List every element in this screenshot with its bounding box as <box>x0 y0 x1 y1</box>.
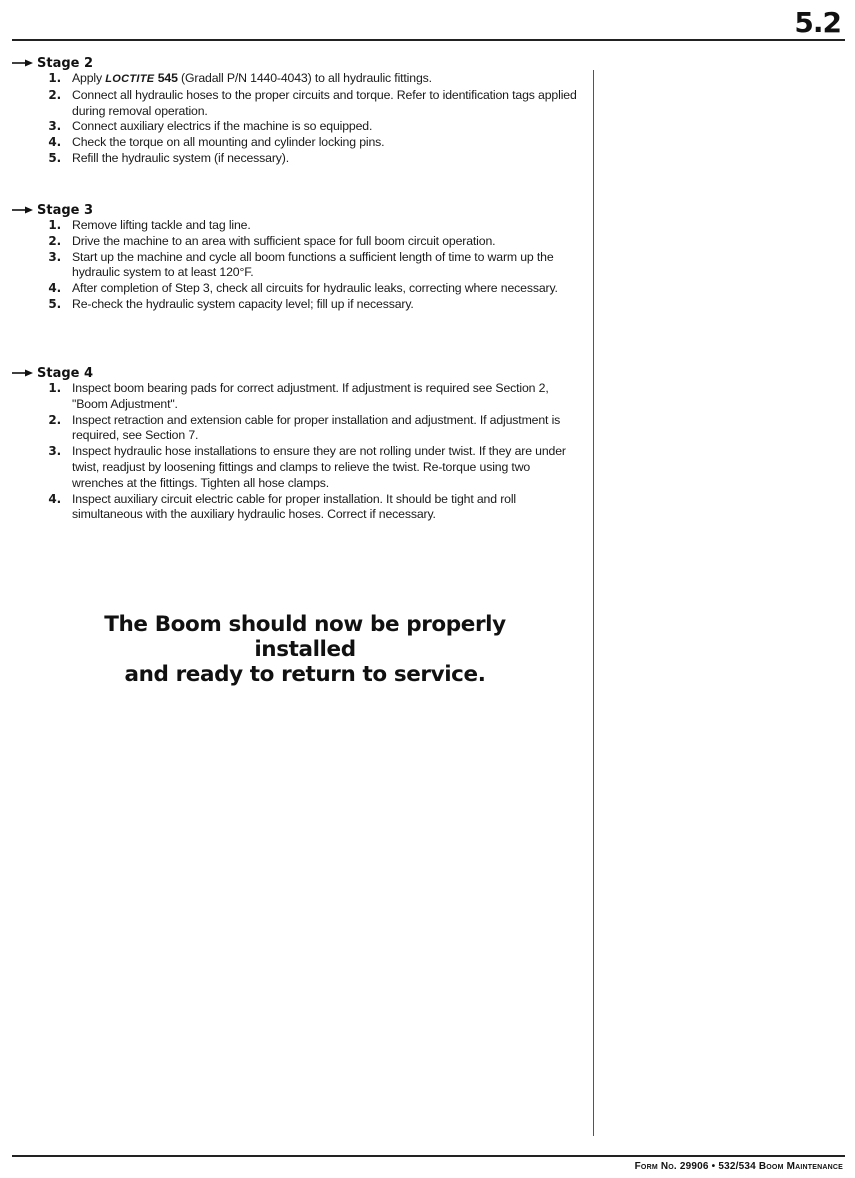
section-number: 5.2 <box>794 6 841 39</box>
step-text: Connect auxiliary electrics if the machine is so equipped. <box>72 119 373 134</box>
step-text: Remove lifting tackle and tag line. <box>72 218 251 232</box>
step-number: 1. <box>48 218 61 232</box>
column-divider <box>593 70 594 1136</box>
closing-statement <box>60 612 550 687</box>
step-number: 2. <box>48 233 61 248</box>
step-text: Inspect auxiliary circuit electric cable for proper installation. It should be tight and roll simultaneous with the auxiliary hydraulic hoses. Correct if necessary. <box>72 491 516 522</box>
list-item <box>12 218 582 234</box>
step-text-part: (Gradall P/N 1440-4043) to all hydraulic fittings. <box>177 71 432 85</box>
stage-3-title: Stage 3 <box>37 202 94 218</box>
list-item <box>12 234 582 250</box>
list-item <box>12 88 582 120</box>
stage-4-title: Stage 4 <box>37 365 94 381</box>
closing-line-2: and ready to return to service. <box>124 662 486 687</box>
step-text: Refill the hydraulic system (if necessary). <box>72 150 290 165</box>
loctite-brand-mark: LOCTITE <box>105 73 155 85</box>
list-item <box>12 71 582 88</box>
step-number: 2. <box>48 87 61 102</box>
step-number: 3. <box>48 119 61 134</box>
step-number: 5. <box>48 296 61 311</box>
list-item <box>12 135 582 151</box>
step-text: Inspect retraction and extension cable for proper installation and adjustment. If adjustment is required, see Section 7. <box>72 412 561 443</box>
arrow-right-icon <box>12 368 37 378</box>
list-item <box>12 250 582 282</box>
list-item <box>12 381 582 413</box>
step-text: After completion of Step 3, check all circuits for hydraulic leaks, correcting where necessary. <box>72 281 558 296</box>
step-text <box>72 71 582 88</box>
stage-4-heading <box>12 365 582 381</box>
list-item <box>12 281 582 297</box>
product-code: 545 <box>154 71 178 85</box>
step-number: 2. <box>48 412 61 427</box>
stage-2-title: Stage 2 <box>37 55 94 71</box>
list-item <box>12 297 582 313</box>
step-number: 4. <box>48 135 61 150</box>
stage-4 <box>12 365 582 523</box>
step-text: Inspect boom bearing pads for correct adjustment. If adjustment is required see Section 2, "Boom Adjustment". <box>72 381 549 411</box>
step-number: 4. <box>48 281 61 296</box>
list-item <box>12 151 582 167</box>
arrow-right-icon <box>12 205 37 215</box>
stage-3-heading <box>12 202 582 218</box>
step-number: 1. <box>48 381 61 395</box>
arrow-right-icon <box>12 58 37 68</box>
step-text: Start up the machine and cycle all boom functions a sufficient length of time to warm up the hydraulic system to at least 120°F. <box>72 249 554 280</box>
step-text: Check the torque on all mounting and cylinder locking pins. <box>72 135 385 150</box>
step-text: Inspect hydraulic hose installations to ensure they are not rolling under twist. If they are under twist, readjust by loosening fittings and clamps to relieve the twist. Re-torque using two wrenches at the fittings. Tighten all hose clamps. <box>72 444 566 490</box>
closing-line-1: The Boom should now be properly installed <box>104 612 506 662</box>
step-number: 5. <box>48 150 61 165</box>
list-item <box>12 413 582 445</box>
list-item <box>12 119 582 135</box>
step-text: Connect all hydraulic hoses to the proper circuits and torque. Refer to identification tags applied during removal operation. <box>72 87 577 118</box>
stage-3 <box>12 202 582 313</box>
stage-2 <box>12 55 582 167</box>
step-text: Re-check the hydraulic system capacity level; fill up if necessary. <box>72 296 414 311</box>
step-number: 3. <box>48 249 61 264</box>
list-item <box>12 444 582 491</box>
header-rule <box>12 39 845 41</box>
stage-2-heading <box>12 55 582 71</box>
step-number: 3. <box>48 444 61 459</box>
step-number: 4. <box>48 491 61 506</box>
footer-rule <box>12 1155 845 1157</box>
step-text-part: Apply <box>72 71 106 85</box>
step-text: Drive the machine to an area with sufficient space for full boom circuit operation. <box>72 233 496 248</box>
list-item <box>12 492 582 524</box>
step-number: 1. <box>48 71 61 85</box>
footer-form-number: Form No. 29906 • 532/534 Boom Maintenance <box>634 1161 843 1172</box>
